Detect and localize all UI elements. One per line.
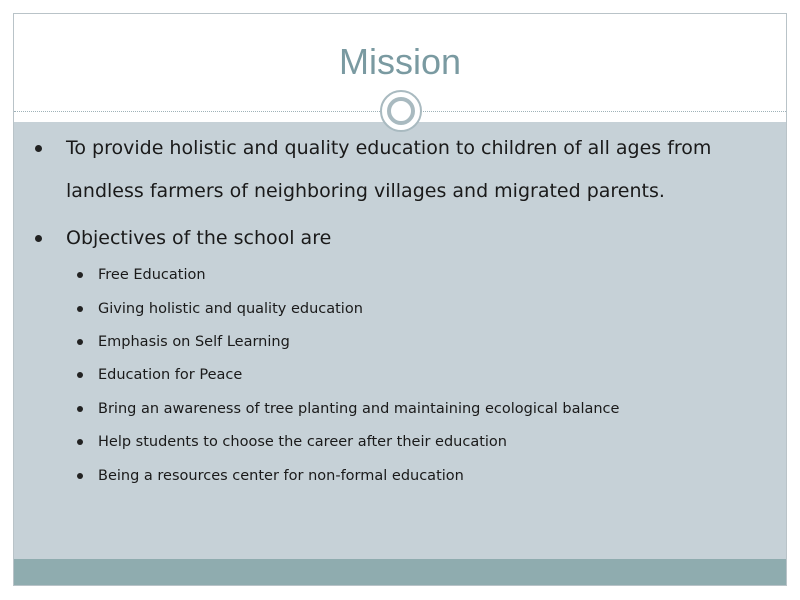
bullet-objectives-text: Objectives of the school are	[66, 227, 332, 249]
bullet-dot-icon	[35, 145, 42, 152]
sub-item-text: Education for Peace	[98, 367, 243, 383]
sub-item-text: Help students to choose the career after their education	[98, 434, 507, 450]
sub-item-free-education	[98, 265, 758, 285]
sub-item-career	[98, 432, 758, 452]
sub-item-text: Free Education	[98, 267, 206, 283]
bullet-dot-icon	[77, 439, 83, 445]
sub-item-text: Emphasis on Self Learning	[98, 334, 290, 350]
bullet-dot-icon	[77, 306, 83, 312]
bullet-dot-icon	[77, 372, 83, 378]
sub-item-text: Bring an awareness of tree planting and maintaining ecological balance	[98, 401, 620, 417]
bullet-dot-icon	[77, 406, 83, 412]
sub-item-peace	[98, 365, 758, 385]
bullet-objectives	[66, 217, 756, 260]
bullet-dot-icon	[35, 235, 42, 242]
bullet-mission	[66, 127, 756, 213]
sub-item-text: Giving holistic and quality education	[98, 301, 363, 317]
slide	[13, 13, 787, 586]
bullet-dot-icon	[77, 473, 83, 479]
ring-inner	[387, 97, 415, 125]
sub-item-text: Being a resources center for non-formal education	[98, 468, 464, 484]
sub-item-tree-planting	[98, 399, 758, 419]
bullet-dot-icon	[77, 339, 83, 345]
sub-item-resources-center	[98, 466, 758, 486]
footer-band	[14, 559, 786, 586]
bullet-dot-icon	[77, 272, 83, 278]
sub-item-holistic-education	[98, 299, 758, 319]
bullet-mission-text: To provide holistic and quality education to children of all ages from landless farmers of neighboring villages and migrated parents.	[66, 137, 712, 202]
slide-title: Mission	[338, 41, 462, 82]
ring-ornament-icon	[380, 90, 422, 132]
sub-item-self-learning	[98, 332, 758, 352]
